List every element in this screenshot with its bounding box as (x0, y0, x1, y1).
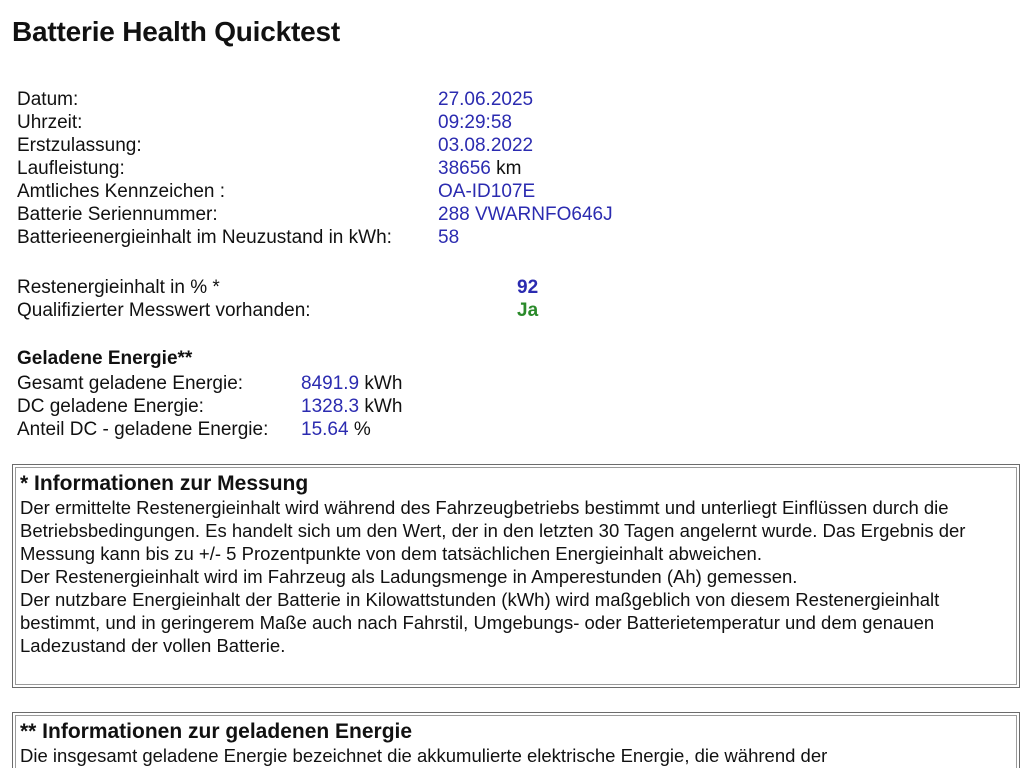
charged-value: 15.64 (301, 419, 349, 440)
info-value: 03.08.2022 (438, 135, 534, 156)
info-row-battery-capacity-new (0, 226, 1024, 249)
page-title: Batterie Health Quicktest (12, 16, 340, 47)
info-value-group (438, 157, 521, 180)
info-value: OA-ID107E (438, 181, 536, 202)
info-value: 09:29:58 (438, 112, 512, 133)
charged-value-group (301, 395, 402, 418)
info-row-license-plate (0, 180, 1024, 203)
info-label: Datum: (17, 89, 79, 110)
info-label: Batterie Seriennummer: (17, 204, 218, 225)
info-paragraph: Die insgesamt geladene Energie bezeichnet die akkumulierte elektrische Energie, die während der (20, 745, 828, 766)
info-value: 27.06.2025 (438, 89, 534, 110)
charged-energy-heading: Geladene Energie** (17, 348, 193, 369)
result-label: Restenergieinhalt in % * (17, 277, 220, 298)
info-value: 38656 (438, 158, 491, 179)
charged-label: Gesamt geladene Energie: (17, 373, 244, 394)
charged-value: 1328.3 (301, 396, 360, 417)
charged-value-group (301, 372, 402, 395)
info-unit: km (496, 158, 522, 179)
charged-value: 8491.9 (301, 373, 360, 394)
charged-label: Anteil DC - geladene Energie: (17, 419, 269, 440)
info-paragraph: Der nutzbare Energieinhalt der Batterie in Kilowattstunden (kWh) wird maßgeblich von diesem Restenergieinhalt bestimmt, und in geringerem Maße auch nach Fahrstil, Umgebungs- oder Batterietemperatur und dem genauen Ladezustand der vollen Batterie. (20, 589, 940, 656)
charged-row-total (0, 372, 1024, 395)
charged-unit: kWh (364, 396, 403, 417)
info-row-date (0, 88, 1024, 111)
info-row-mileage (0, 157, 1024, 180)
info-row-time (0, 111, 1024, 134)
info-value: 58 (438, 227, 460, 248)
result-label: Qualifizierter Messwert vorhanden: (17, 300, 311, 321)
charged-label: DC geladene Energie: (17, 396, 204, 417)
charged-row-dc-share (0, 418, 1024, 441)
result-value: Ja (517, 300, 539, 321)
info-row-first-registration (0, 134, 1024, 157)
charged-value-group (301, 418, 371, 441)
info-box-title: * Informationen zur Messung (20, 472, 309, 495)
charged-row-dc (0, 395, 1024, 418)
info-label: Uhrzeit: (17, 112, 83, 133)
info-paragraph: Der ermittelte Restenergieinhalt wird während des Fahrzeugbetriebs bestimmt und unterliegt Einflüssen durch die Betriebsbedingungen. Es handelt sich um den Wert, der in den letzten 30 Tagen angelernt wurde. Das Ergebnis der Messung kann bis zu +/- 5 Prozentpunkte von dem tatsächlichen Energieinhalt abweichen. (20, 497, 966, 564)
info-label: Laufleistung: (17, 158, 125, 179)
info-box-title: ** Informationen zur geladenen Energie (20, 720, 413, 743)
info-box-charged-energy (12, 712, 1020, 768)
info-paragraph: Der Restenergieinhalt wird im Fahrzeug als Ladungsmenge in Amperestunden (Ah) gemessen. (20, 566, 798, 587)
info-label: Batterieenergieinhalt im Neuzustand in kWh: (17, 227, 392, 248)
charged-unit: kWh (364, 373, 403, 394)
result-row-remaining-energy (0, 276, 1024, 299)
charged-unit: % (353, 419, 371, 440)
info-label: Amtliches Kennzeichen : (17, 181, 226, 202)
info-row-battery-serial (0, 203, 1024, 226)
info-box-measurement (12, 464, 1020, 688)
result-value: 92 (517, 277, 539, 298)
result-row-qualified-measurement (0, 299, 1024, 322)
info-label: Erstzulassung: (17, 135, 142, 156)
info-value: 288 VWARNFO646J (438, 204, 613, 225)
